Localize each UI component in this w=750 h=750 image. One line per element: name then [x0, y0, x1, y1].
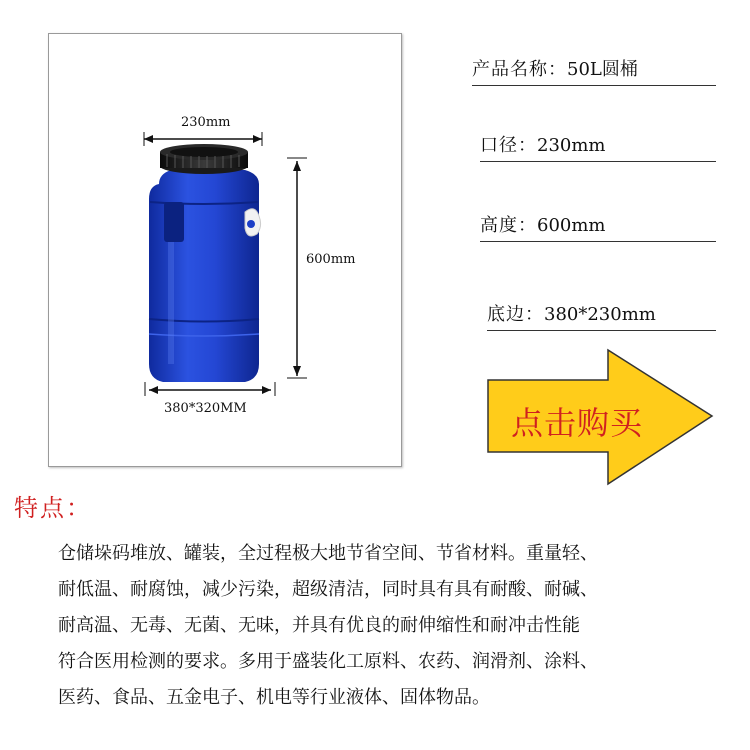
features-line: 耐高温、无毒、无菌、无味，并具有优良的耐伸缩性和耐冲击性能 — [58, 615, 580, 636]
arrow-shape-icon — [488, 350, 712, 484]
spec-value: 230mm — [537, 135, 606, 156]
features-line: 仓储垛码堆放、罐装，全过程极大地节省空间、节省材料。重量轻、 — [58, 543, 598, 564]
buy-now-label: 点击购买 — [510, 404, 643, 442]
width-dimension-label: 230mm — [181, 115, 231, 130]
spec-label: 高度： — [480, 215, 537, 236]
spec-label: 产品名称： — [472, 59, 567, 80]
features-line: 耐低温、耐腐蚀，减少污染，超级清洁，同时具有具有耐酸、耐碱、 — [58, 579, 598, 600]
spec-row-product-name — [472, 57, 716, 86]
spec-value: 50L圆桶 — [567, 59, 638, 80]
spec-value: 600mm — [537, 215, 606, 236]
height-dimension-label: 600mm — [306, 252, 356, 267]
buy-now-button[interactable] — [484, 346, 716, 488]
spec-row-base — [487, 302, 716, 331]
product-image-frame — [48, 33, 402, 467]
features-title: 特点： — [14, 494, 92, 522]
features-description — [58, 536, 723, 716]
spec-row-height — [480, 213, 716, 242]
features-line: 符合医用检测的要求。多用于盛装化工原料、农药、润滑剂、涂料、 — [58, 651, 598, 672]
spec-label: 底边： — [487, 304, 544, 325]
spec-value: 380*230mm — [544, 304, 656, 325]
spec-label: 口径： — [480, 135, 537, 156]
base-dimension-label: 380*320MM — [164, 401, 247, 416]
features-line: 医药、食品、五金电子、机电等行业液体、固体物品。 — [58, 687, 490, 708]
spec-row-caliber — [480, 133, 716, 162]
